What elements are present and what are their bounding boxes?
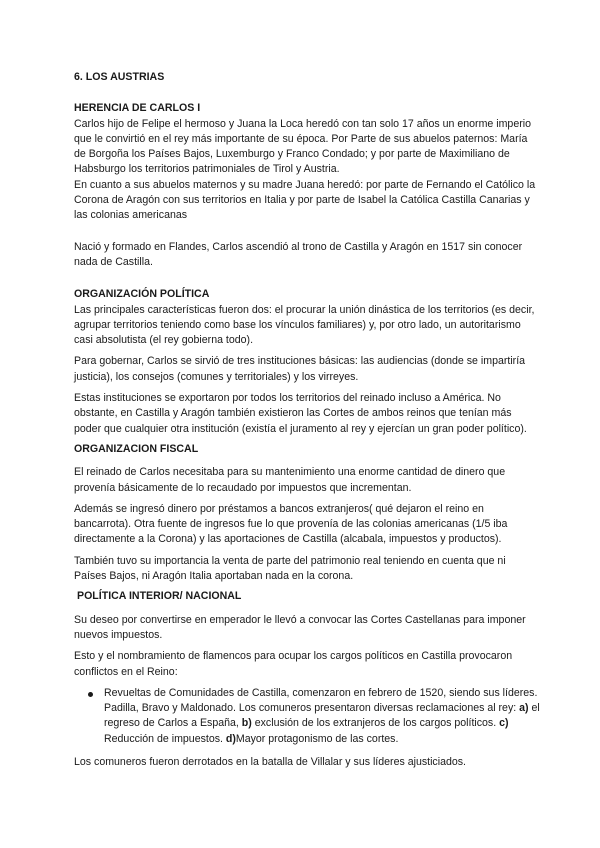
paragraph: Carlos hijo de Felipe el hermoso y Juana la Loca heredó con tan solo 17 años un enorme imperio que le convirtió en el rey más importante de su época. Por Parte de sus abuelos paternos: María de Borgoña los Países Bajos, Luxemburgo y Franco Condado; y por parte de Maximiliano de Habsburgo los territorios patrimoniales de Tirol y Austria.	[74, 117, 531, 176]
paragraph: Nació y formado en Flandes, Carlos ascendió al trono de Castilla y Aragón en 1517 sin conocer nada de Castilla.	[74, 240, 523, 268]
paragraph: Esto y el nombramiento de flamencos para ocupar los cargos políticos en Castilla provocaron conflictos en el Reino:	[74, 650, 513, 678]
paragraph: Los comuneros fueron derrotados en la batalla de Villalar y sus líderes ajusticiados.	[74, 755, 466, 768]
bullet-text: Reducción de impuestos.	[104, 732, 226, 745]
section-heading-politica-interior: POLÍTICA INTERIOR/ NACIONAL	[77, 590, 242, 603]
document-title: 6. LOS AUSTRIAS	[74, 71, 165, 83]
bullet-marker-a: a)	[519, 702, 529, 715]
bullet-text: Revueltas de Comunidades de Castilla, comenzaron en febrero de 1520, siendo sus líderes. Padilla, Bravo y Maldonado. Los comuneros presentaron diversas reclamaciones al rey:	[104, 686, 538, 715]
section-heading-organizacion-politica: ORGANIZACIÓN POLÍTICA	[74, 288, 210, 301]
list-item	[104, 686, 540, 747]
bullet-text: el regreso de Carlos a España,	[104, 702, 540, 730]
paragraph: Su deseo por convertirse en emperador le llevó a convocar las Cortes Castellanas para imponer nuevos impuestos.	[74, 613, 526, 641]
bullet-text: exclusión de los extranjeros de los cargos políticos.	[251, 717, 500, 730]
paragraph: El reinado de Carlos necesitaba para su mantenimiento una enorme cantidad de dinero que provenía básicamente de lo recaudado por impuestos que incrementan.	[74, 466, 506, 494]
bullet-text: Mayor protagonismo de las cortes.	[235, 732, 399, 745]
paragraph: También tuvo su importancia la venta de parte del patrimonio real teniendo en cuenta que ni Países Bajos, ni Aragón Italia aportaban nada en la corona.	[74, 554, 506, 583]
paragraph: Para gobernar, Carlos se sirvió de tres instituciones básicas: las audiencias (donde se impartiría justicia), los consejos (comunes y territoriales) y los virreyes.	[74, 355, 526, 383]
bullet-list	[74, 686, 540, 747]
bullet-icon	[88, 692, 93, 697]
bullet-marker-b: b)	[241, 717, 252, 730]
paragraph: Además se ingresó dinero por préstamos a bancos extranjeros( qué dejaron el reino en bancarrota). Otra fuente de ingresos fue lo que provenía de las colonias americanas (1/5 iba directamente a la Corona) y las aportaciones de Castilla (alcabala, impuestos y productos).	[74, 502, 508, 546]
section-heading-organizacion-fiscal: ORGANIZACION FISCAL	[74, 442, 199, 455]
section-heading-herencia: HERENCIA DE CARLOS I	[74, 102, 201, 115]
paragraph: En cuanto a sus abuelos maternos y su madre Juana heredó: por parte de Fernando el Católico la Corona de Aragón con sus territorios en Italia y por parte de Isabel la Católica Castilla Canarias y las colonias americanas	[74, 178, 536, 222]
paragraph: Estas instituciones se exportaron por todos los territorios del reinado incluso a América. No obstante, en Castilla y Aragón también existieron las Cortes de ambos reinos que tenían más poder que cualquier otra institución (existía el juramento al rey y ejercían un gran poder político).	[74, 392, 527, 435]
bullet-marker-c: c)	[499, 717, 509, 730]
paragraph: Las principales características fueron dos: el procurar la unión dinástica de los territorios (es decir, agrupar territorios teniendo como base los vínculos familiares) y, por otro lado, un autoritarismo casi absolutista (el rey gobierna todo).	[74, 303, 535, 347]
bullet-marker-d: d)	[225, 732, 236, 745]
